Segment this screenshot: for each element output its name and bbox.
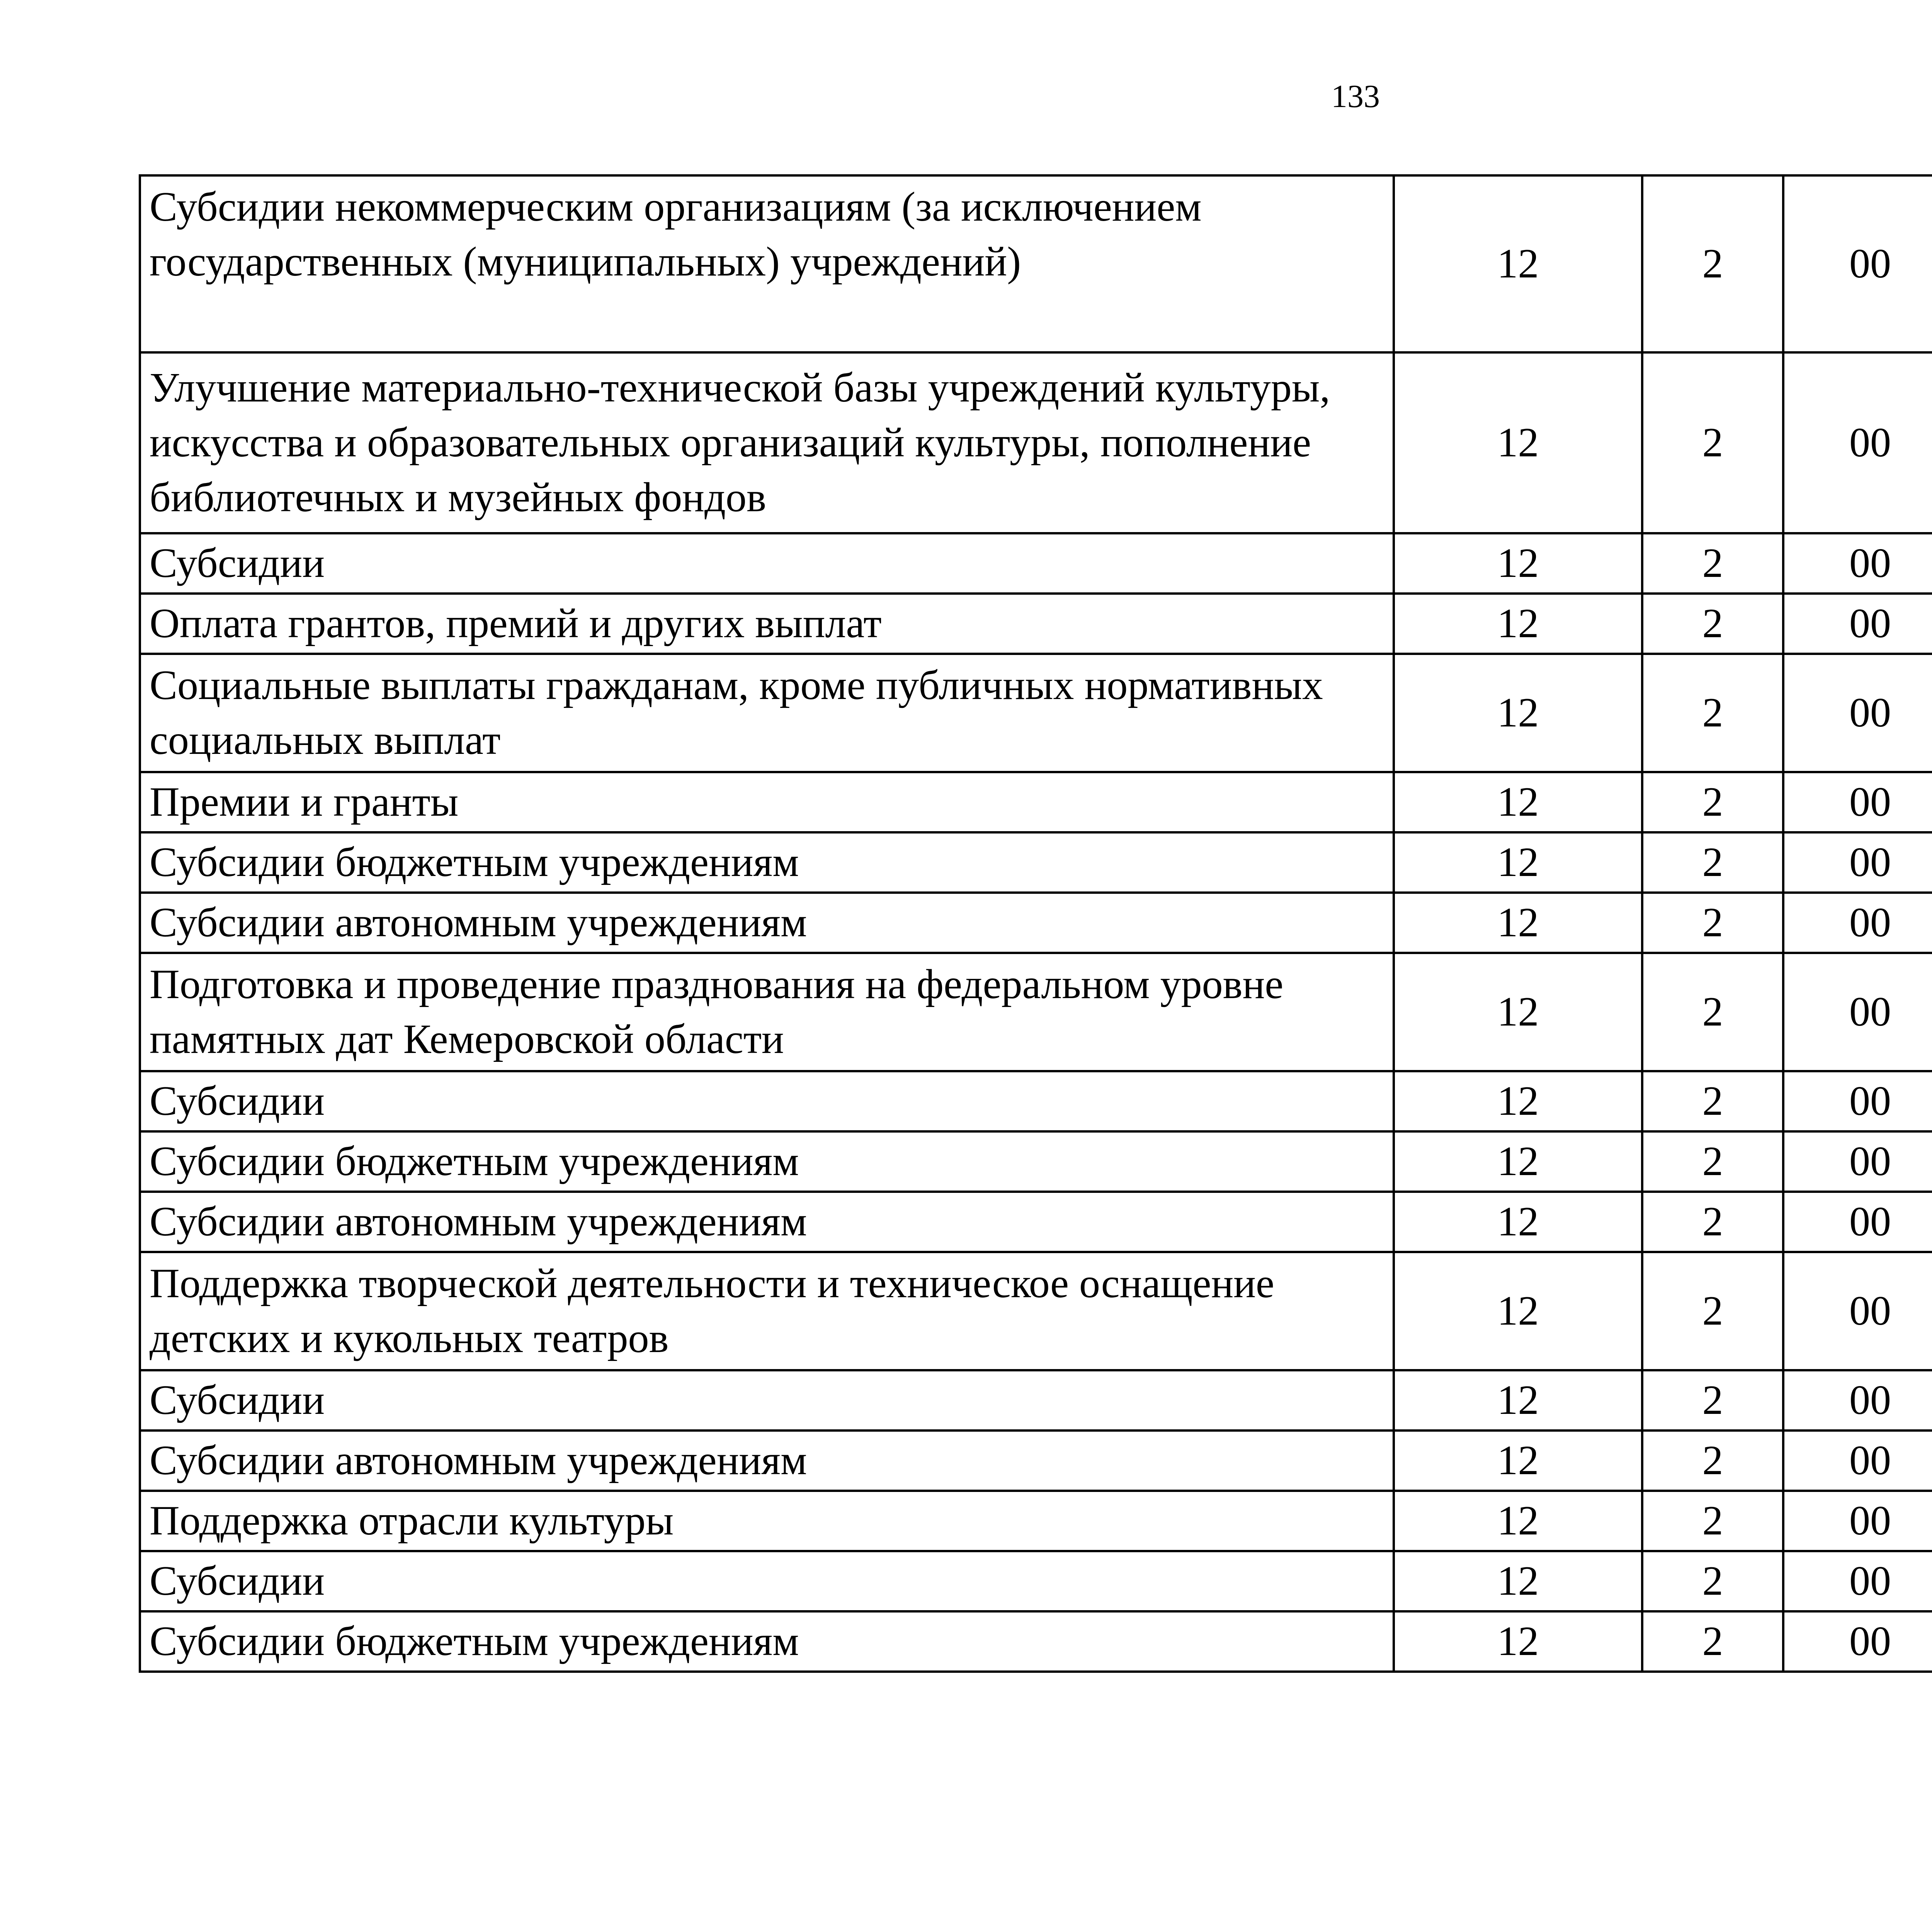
table-row [140, 1431, 1932, 1491]
program-code: 00 [1783, 1131, 1932, 1192]
section-code: 12 [1394, 1252, 1642, 1370]
program-code: 00 [1783, 533, 1932, 594]
row-name: Субсидии некоммерческим организациям (за исключением государственных (муниципальных) учреждений) [140, 175, 1394, 352]
section-code: 12 [1394, 832, 1642, 893]
section-code: 12 [1394, 772, 1642, 832]
subsection-code: 2 [1642, 352, 1783, 533]
program-code: 00 [1783, 1252, 1932, 1370]
table-row [140, 772, 1932, 832]
program-code: 00 [1783, 175, 1932, 352]
page-number: 133 [1331, 78, 1380, 114]
table-row [140, 352, 1932, 533]
program-code: 00 [1783, 953, 1932, 1071]
section-code: 12 [1394, 1131, 1642, 1192]
table-row [140, 175, 1932, 352]
row-name: Подготовка и проведение празднования на федеральном уровне памятных дат Кемеровской области [140, 953, 1394, 1071]
table-row [140, 953, 1932, 1071]
row-name: Субсидии автономным учреждениям [140, 1192, 1394, 1252]
table-row [140, 1252, 1932, 1370]
program-code: 00 [1783, 1491, 1932, 1551]
table-row [140, 1192, 1932, 1252]
program-code: 00 [1783, 654, 1932, 772]
section-code: 12 [1394, 533, 1642, 594]
program-code: 00 [1783, 1370, 1932, 1431]
table-row [140, 594, 1932, 654]
row-name: Субсидии [140, 1370, 1394, 1431]
row-name: Субсидии автономным учреждениям [140, 1431, 1394, 1491]
section-code: 12 [1394, 352, 1642, 533]
subsection-code: 2 [1642, 533, 1783, 594]
row-name: Поддержка отрасли культуры [140, 1491, 1394, 1551]
row-name: Субсидии бюджетным учреждениям [140, 1131, 1394, 1192]
subsection-code: 2 [1642, 772, 1783, 832]
program-code: 00 [1783, 352, 1932, 533]
table-row [140, 832, 1932, 893]
row-name: Субсидии [140, 533, 1394, 594]
program-code: 00 [1783, 1611, 1932, 1672]
table-row [140, 1370, 1932, 1431]
row-name: Субсидии [140, 1551, 1394, 1611]
row-name: Субсидии [140, 1071, 1394, 1131]
subsection-code: 2 [1642, 1192, 1783, 1252]
program-code: 00 [1783, 772, 1932, 832]
row-name: Поддержка творческой деятельности и техническое оснащение детских и кукольных театров [140, 1252, 1394, 1370]
row-name: Социальные выплаты гражданам, кроме публичных нормативных социальных выплат [140, 654, 1394, 772]
table-row [140, 1611, 1932, 1672]
subsection-code: 2 [1642, 1491, 1783, 1551]
subsection-code: 2 [1642, 953, 1783, 1071]
subsection-code: 2 [1642, 1551, 1783, 1611]
row-name: Субсидии автономным учреждениям [140, 893, 1394, 953]
section-code: 12 [1394, 1551, 1642, 1611]
section-code: 12 [1394, 953, 1642, 1071]
row-name: Улучшение материально-технической базы учреждений культуры, искусства и образовательных организаций культуры, пополнение библиотечных и музейных фондов [140, 352, 1394, 533]
section-code: 12 [1394, 893, 1642, 953]
subsection-code: 2 [1642, 1252, 1783, 1370]
subsection-code: 2 [1642, 1370, 1783, 1431]
row-name: Субсидии бюджетным учреждениям [140, 832, 1394, 893]
section-code: 12 [1394, 1431, 1642, 1491]
section-code: 12 [1394, 1192, 1642, 1252]
section-code: 12 [1394, 1071, 1642, 1131]
subsection-code: 2 [1642, 1431, 1783, 1491]
subsection-code: 2 [1642, 832, 1783, 893]
table-row [140, 1131, 1932, 1192]
program-code: 00 [1783, 594, 1932, 654]
table-row [140, 893, 1932, 953]
subsection-code: 2 [1642, 1131, 1783, 1192]
section-code: 12 [1394, 594, 1642, 654]
subsection-code: 2 [1642, 175, 1783, 352]
row-name: Оплата грантов, премий и других выплат [140, 594, 1394, 654]
section-code: 12 [1394, 1370, 1642, 1431]
program-code: 00 [1783, 1192, 1932, 1252]
table-row [140, 533, 1932, 594]
program-code: 00 [1783, 893, 1932, 953]
program-code: 00 [1783, 832, 1932, 893]
table-row [140, 1071, 1932, 1131]
section-code: 12 [1394, 175, 1642, 352]
budget-table [139, 174, 1932, 1673]
table-row [140, 1491, 1932, 1551]
section-code: 12 [1394, 1611, 1642, 1672]
row-name: Субсидии бюджетным учреждениям [140, 1611, 1394, 1672]
program-code: 00 [1783, 1431, 1932, 1491]
program-code: 00 [1783, 1071, 1932, 1131]
table-row [140, 1551, 1932, 1611]
subsection-code: 2 [1642, 654, 1783, 772]
subsection-code: 2 [1642, 893, 1783, 953]
subsection-code: 2 [1642, 1071, 1783, 1131]
program-code: 00 [1783, 1551, 1932, 1611]
subsection-code: 2 [1642, 594, 1783, 654]
section-code: 12 [1394, 654, 1642, 772]
subsection-code: 2 [1642, 1611, 1783, 1672]
row-name: Премии и гранты [140, 772, 1394, 832]
section-code: 12 [1394, 1491, 1642, 1551]
table-row [140, 654, 1932, 772]
